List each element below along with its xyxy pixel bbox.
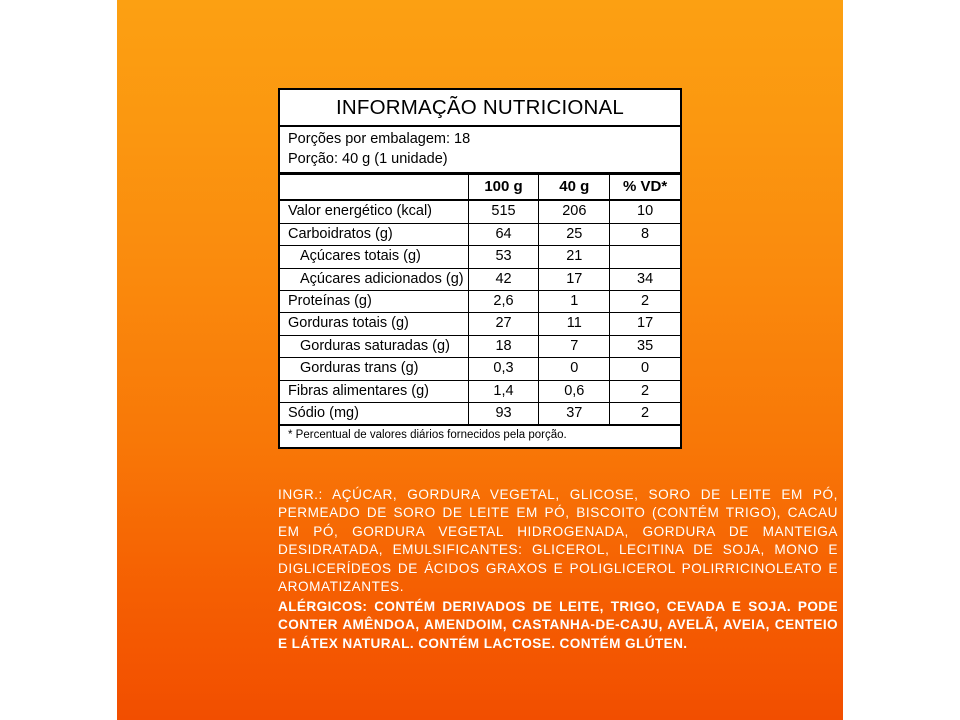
value-vd: 8 <box>610 223 680 245</box>
value-vd: 2 <box>610 380 680 402</box>
value-100g: 0,3 <box>468 358 539 380</box>
nutrient-name: Fibras alimentares (g) <box>280 380 468 402</box>
value-vd: 35 <box>610 335 680 357</box>
value-100g: 64 <box>468 223 539 245</box>
table-row <box>280 223 680 245</box>
value-40g: 11 <box>539 313 610 335</box>
value-40g: 37 <box>539 402 610 425</box>
table-row <box>280 358 680 380</box>
col-header-40g: 40 g <box>539 175 610 200</box>
value-vd: 10 <box>610 200 680 223</box>
value-40g: 0,6 <box>539 380 610 402</box>
ingredients-text: INGR.: AÇÚCAR, GORDURA VEGETAL, GLICOSE, SORO DE LEITE EM PÓ, PERMEADO DE SORO DE LEITE EM PÓ, BISCOITO (CONTÉM TRIGO), CACAU EM PÓ, GORDURA VEGETAL HIDROGENADA, GORDURA DE MANTEIGA DESIDRATADA, EMULSIFICANTES: GLICEROL, LECITINA DE SOJA, MONO E DIGLICERÍDEOS DE ÁCIDOS GRAXOS E POLIGLICEROL POLIRRICINOLEATO E AROMATIZANTES. <box>278 487 838 595</box>
value-100g: 515 <box>468 200 539 223</box>
nutrient-name: Gorduras totais (g) <box>280 313 468 335</box>
table-row <box>280 335 680 357</box>
table-row <box>280 380 680 402</box>
value-vd: 2 <box>610 402 680 425</box>
daily-value-footnote: * Percentual de valores diários fornecidos pela porção. <box>288 429 567 442</box>
orange-gradient-panel <box>117 0 843 720</box>
col-header-vd: % VD* <box>610 175 680 200</box>
value-100g: 93 <box>468 402 539 425</box>
table-row <box>280 313 680 335</box>
table-row <box>280 290 680 312</box>
nutrition-facts-card <box>278 88 682 449</box>
nutrition-table-body <box>280 200 680 425</box>
value-100g: 2,6 <box>468 290 539 312</box>
value-40g: 17 <box>539 268 610 290</box>
value-40g: 21 <box>539 246 610 268</box>
value-100g: 27 <box>468 313 539 335</box>
table-row <box>280 246 680 268</box>
nutrition-table <box>280 175 680 426</box>
value-100g: 42 <box>468 268 539 290</box>
table-header-row <box>280 175 680 200</box>
nutrient-name: Gorduras saturadas (g) <box>280 335 468 357</box>
value-vd: 2 <box>610 290 680 312</box>
allergens-text: ALÉRGICOS: CONTÉM DERIVADOS DE LEITE, TRIGO, CEVADA E SOJA. PODE CONTER AMÊNDOA, AMENDOIM, CASTANHA-DE-CAJU, AVELÃ, AVEIA, CENTEIO E LÁTEX NATURAL. CONTÉM LACTOSE. CONTÉM GLÚTEN. <box>278 599 838 651</box>
value-100g: 1,4 <box>468 380 539 402</box>
value-vd <box>610 246 680 268</box>
value-vd: 0 <box>610 358 680 380</box>
table-row <box>280 200 680 223</box>
nutrient-name: Sódio (mg) <box>280 402 468 425</box>
nutrient-name: Carboidratos (g) <box>280 223 468 245</box>
nutrient-name: Açúcares totais (g) <box>280 246 468 268</box>
value-40g: 25 <box>539 223 610 245</box>
nutrition-title: INFORMAÇÃO NUTRICIONAL <box>280 90 680 127</box>
value-vd: 17 <box>610 313 680 335</box>
serving-size: Porção: 40 g (1 unidade) <box>288 150 448 167</box>
col-header-100g: 100 g <box>468 175 539 200</box>
nutrient-name: Gorduras trans (g) <box>280 358 468 380</box>
serving-info-block <box>280 127 680 175</box>
nutrient-name: Valor energético (kcal) <box>280 200 468 223</box>
table-row <box>280 268 680 290</box>
value-40g: 7 <box>539 335 610 357</box>
nutrient-name: Proteínas (g) <box>280 290 468 312</box>
value-40g: 0 <box>539 358 610 380</box>
value-40g: 1 <box>539 290 610 312</box>
table-row <box>280 402 680 425</box>
nutrient-name: Açúcares adicionados (g) <box>280 268 468 290</box>
col-header-nutrient <box>280 175 468 200</box>
value-100g: 53 <box>468 246 539 268</box>
value-100g: 18 <box>468 335 539 357</box>
value-40g: 206 <box>539 200 610 223</box>
value-vd: 34 <box>610 268 680 290</box>
servings-per-package: Porções por embalagem: 18 <box>288 131 471 147</box>
